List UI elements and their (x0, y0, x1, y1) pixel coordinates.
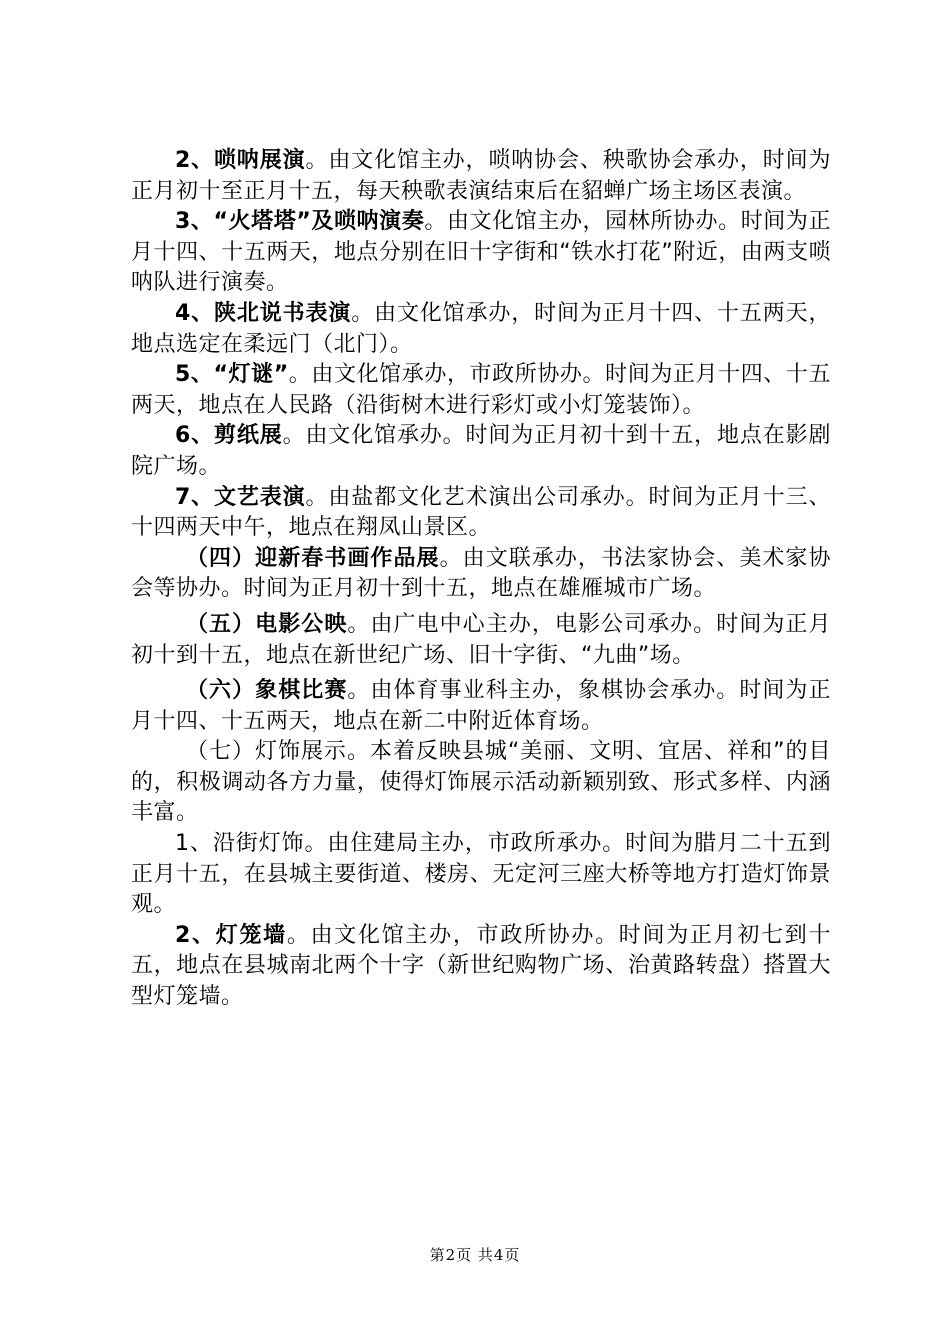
paragraph-heading: 7、文艺表演 (175, 484, 306, 510)
paragraph-text: 。由文化馆承办，市政所协办。时间为正月十四、十五两天，地点在人民路（沿街树木进行彩灯或小灯笼装饰）。 (131, 362, 831, 418)
paragraph-text: 。由文化馆承办。时间为正月初十到十五，地点在影剧院广场。 (131, 423, 831, 479)
paragraph-paper-cutting (131, 421, 831, 482)
paragraph-heading: 5、“灯谜” (175, 362, 289, 388)
paragraph-heading: （七）灯饰展示 (186, 739, 347, 765)
paragraph-heading: （六）象棋比赛 (186, 678, 348, 704)
paragraph-chess (131, 676, 831, 737)
paragraph-heading: 2、唢呐展演 (175, 148, 306, 173)
paragraph-heading: 3、“火塔塔”及唢呐演奏 (175, 209, 425, 235)
paragraph-text: 。由广电中心主办，电影公司承办。时间为正月初十到十五，地点在新世纪广场、旧十字街、“九曲”场。 (131, 611, 831, 668)
paragraph-calligraphy (131, 544, 831, 605)
paragraph-heading: 2、灯笼墙 (175, 922, 287, 948)
paragraph-suona-show (131, 146, 831, 207)
paragraph-text: 。由文化馆承办，时间为正月十四、十五两天，地点选定在柔远门（北门）。 (131, 300, 831, 357)
paragraph-movie (131, 610, 831, 671)
paragraph-text: 。本着反映县城“美丽、文明、宜居、祥和”的目的，积极调动各方力量，使得灯饰展示活动新颖别致、形式多样、内涵丰富。 (131, 739, 831, 826)
paragraph-lantern-wall (131, 921, 831, 1013)
paragraph-dengmi (131, 360, 831, 421)
paragraph-heading: （四）迎新春书画作品展 (186, 545, 440, 571)
document-body (131, 146, 831, 1013)
paragraph-text: 。由文化馆主办，园林所协办。时间为正月十四、十五两天，地点分别在旧十字街和“铁水打花”附近，由两支唢呐队进行演奏。 (131, 209, 831, 296)
paragraph-heading: 6、剪纸展 (175, 423, 283, 449)
paragraph-text: 。由文联承办，书法家协会、美术家协会等协办。时间为正月初十到十五，地点在雄雁城市广场。 (131, 545, 831, 602)
paragraph-street-lights (131, 829, 831, 921)
paragraph-text: 。由住建局主办，市政所承办。时间为腊月二十五到正月十五，在县城主要街道、楼房、无定河三座大桥等地方打造灯饰景观。 (131, 831, 831, 918)
paragraph-performance (131, 483, 831, 544)
paragraph-text: 。由体育事业科主办，象棋协会承办。时间为正月十四、十五两天，地点在新二中附近体育场。 (131, 678, 831, 734)
paragraph-heading: （五）电影公映 (186, 611, 348, 637)
paragraph-shuoshu (131, 299, 831, 360)
page-number-footer: 第2页 共4页 (429, 1246, 521, 1264)
paragraph-heading: 4、陕北说书表演 (175, 300, 352, 326)
paragraph-text: 。由盐都文化艺术演出公司承办。时间为正月十三、十四两天中午，地点在翔凤山景区。 (131, 484, 831, 541)
paragraph-text: 。由文化馆主办，市政所协办。时间为正月初七到十五，地点在县城南北两个十字（新世纪购物广场、治黄路转盘）搭置大型灯笼墙。 (131, 922, 831, 1010)
paragraph-text: 。由文化馆主办，唢呐协会、秧歌协会承办，时间为正月初十至正月十五，每天秧歌表演结束后在貂蝉广场主场区表演。 (131, 148, 831, 204)
paragraph-heading: 1、沿街灯饰 (175, 831, 305, 857)
paragraph-huotata (131, 207, 831, 299)
paragraph-lights (131, 737, 831, 829)
